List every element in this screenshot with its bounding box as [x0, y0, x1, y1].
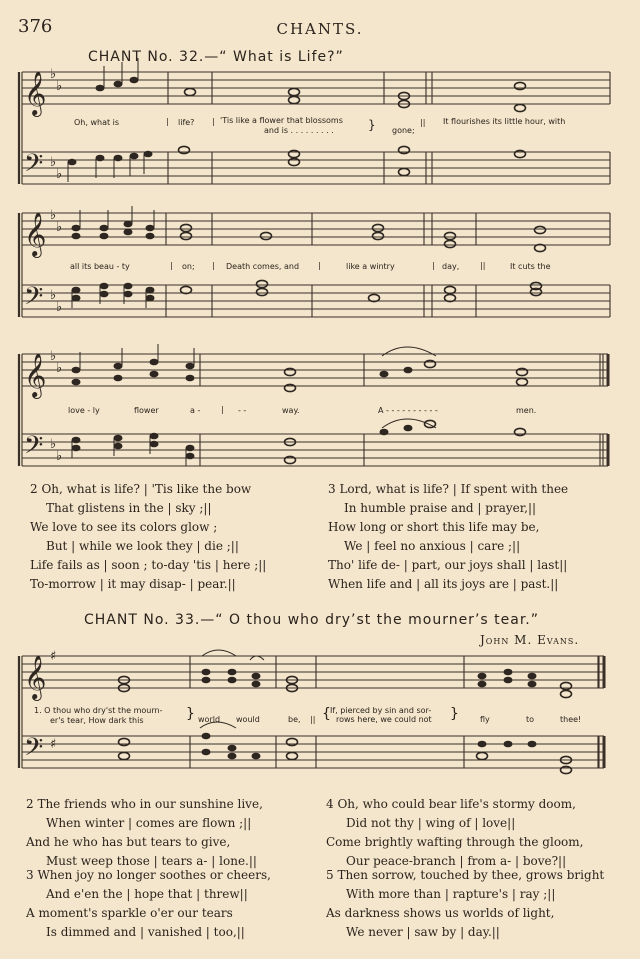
flat-sign: ♭	[56, 361, 63, 376]
lyric-c32-r2-6: like a wintry	[346, 262, 395, 271]
lyric-c32-r1-9: It flourishes its little hour, with	[443, 117, 566, 126]
note-head	[186, 445, 195, 452]
note-head	[561, 766, 572, 773]
lyric-c32-r2-9: ||	[480, 261, 486, 270]
flat-sign: ♭	[56, 449, 63, 464]
note-head	[72, 367, 81, 374]
lyric-c32-r2-3: |	[212, 261, 215, 270]
note-head	[289, 158, 300, 165]
verse-line: 5 Then sorrow, touched by thee, grows bright	[326, 868, 605, 882]
note-head	[130, 77, 139, 84]
lyric-c33-12: to	[526, 715, 535, 724]
note-head	[72, 379, 81, 386]
lyric-c32-r1-3: |	[212, 117, 215, 126]
chant-33-title: CHANT No. 33.—“ O thou who dry’st the mourner’s tear.”	[84, 612, 539, 628]
lyric-c32-r3-1: flower	[134, 406, 159, 415]
treble-clef: 𝄞	[24, 212, 47, 256]
verse-line: Must weep those | tears a- | lone.||	[46, 854, 257, 868]
note-head	[404, 367, 413, 374]
note-head	[146, 295, 155, 302]
flat-sign: ♭	[56, 167, 63, 182]
note-head	[96, 85, 105, 92]
bass-clef: 𝄢	[24, 431, 44, 466]
note-head	[445, 286, 456, 293]
lyric-c33-8: If, pierced by sin and sor-	[330, 706, 432, 715]
note-head	[114, 443, 123, 450]
note-head	[150, 359, 159, 366]
lyric-c33-6: ||	[310, 715, 316, 724]
verse-line: Life fails as | soon ; to-day 'tis | here ;||	[30, 558, 267, 572]
note-head	[114, 363, 123, 370]
lyric-c32-r1-1: |	[166, 117, 169, 126]
note-head	[228, 753, 237, 760]
note-head	[228, 677, 237, 684]
note-head	[478, 681, 487, 688]
note-head	[380, 371, 389, 378]
note-head	[72, 445, 81, 452]
verse-line: When life and | all its joys are | past.||	[328, 577, 559, 591]
lyric-c32-r2-0: all its beau - ty	[70, 262, 130, 271]
verse-c33-2	[26, 795, 263, 871]
note-head	[399, 168, 410, 175]
lyric-c32-r3-6: A - - - - - - - - - -	[378, 406, 438, 415]
note-head	[373, 224, 384, 231]
note-head	[119, 738, 130, 745]
note-head	[114, 375, 123, 382]
note-head	[186, 375, 195, 382]
note-head	[504, 677, 513, 684]
note-head	[517, 368, 528, 375]
note-head	[535, 226, 546, 233]
note-head	[287, 752, 298, 759]
lyric-c33-3: world	[198, 715, 221, 724]
lyric-c32-r1-8: ||	[420, 118, 426, 127]
running-title: CHANTS.	[276, 20, 364, 38]
lyric-c33-4: would	[236, 715, 260, 724]
verse-c32-2	[30, 480, 266, 594]
note-head	[114, 435, 123, 442]
note-head	[478, 741, 487, 748]
verse-line: To-morrow | it may disap- | pear.||	[30, 577, 236, 591]
lyric-c32-r1-6: }	[368, 118, 376, 132]
note-head	[252, 673, 261, 680]
note-head	[445, 232, 456, 239]
note-head	[130, 153, 139, 160]
verse-line: 3 Lord, what is life? | If spent with thee	[328, 482, 569, 496]
treble-clef: 𝄞	[24, 655, 47, 699]
note-head	[228, 745, 237, 752]
verse-line: As darkness shows us worlds of light,	[326, 906, 555, 920]
note-head	[285, 368, 296, 375]
verse-line: We love to see its colors glow ;	[30, 520, 218, 534]
lyric-c32-r2-7: |	[432, 261, 435, 270]
lyric-c33-1: er's tear, How dark this	[50, 716, 144, 725]
note-head	[285, 384, 296, 391]
lyric-c32-r3-5: way.	[282, 406, 300, 415]
note-head	[252, 681, 261, 688]
note-head	[404, 425, 413, 432]
lyric-c32-r3-3: |	[221, 405, 224, 414]
slur	[202, 650, 236, 656]
note-head	[96, 155, 105, 162]
note-head	[515, 104, 526, 111]
lyric-c32-r1-4: 'Tis like a flower that blossoms	[220, 116, 343, 125]
note-head	[289, 150, 300, 157]
note-head	[146, 287, 155, 294]
verse-line: We | feel no anxious | care ;||	[344, 539, 521, 553]
note-head	[202, 749, 211, 756]
flat-sign: ♭	[50, 437, 57, 452]
note-head	[146, 233, 155, 240]
note-head	[124, 283, 133, 290]
verse-line: A moment's sparkle o'er our tears	[26, 906, 233, 920]
bass-clef: 𝄢	[24, 149, 44, 184]
lyric-c32-r1-2: life?	[178, 118, 195, 127]
verse-c33-4	[326, 795, 583, 871]
flat-sign: ♭	[50, 67, 57, 82]
lyric-c33-7: {	[322, 706, 331, 722]
note-head	[150, 433, 159, 440]
note-head	[124, 221, 133, 228]
composer: John M. Evans.	[480, 633, 580, 647]
verse-line: But | while we look they | die ;||	[46, 539, 239, 553]
lyric-c33-2: }	[186, 706, 195, 722]
note-head	[72, 233, 81, 240]
note-head	[515, 428, 526, 435]
note-head	[124, 229, 133, 236]
note-head	[504, 669, 513, 676]
note-head	[72, 295, 81, 302]
note-head	[478, 673, 487, 680]
treble-clef: 𝄞	[24, 353, 47, 397]
note-head	[150, 441, 159, 448]
note-head	[114, 81, 123, 88]
note-head	[186, 363, 195, 370]
flat-sign: ♭	[56, 79, 63, 94]
note-head	[289, 88, 300, 95]
lyric-c33-9: rows here, we could not	[336, 715, 432, 724]
lyric-c33-13: thee!	[560, 715, 582, 724]
lyric-c32-r2-8: day,	[442, 262, 460, 271]
note-head	[504, 741, 513, 748]
flat-sign: ♭	[56, 300, 63, 315]
note-head	[528, 673, 537, 680]
note-head	[202, 677, 211, 684]
verse-line: And e'en the | hope that | threw||	[46, 887, 248, 901]
note-head	[369, 294, 380, 301]
note-head	[252, 753, 261, 760]
verse-line: In humble praise and | prayer,||	[344, 501, 537, 515]
lyric-c32-r3-4: - -	[238, 406, 247, 415]
lyric-c32-r2-5: |	[318, 261, 321, 270]
note-head	[181, 224, 192, 231]
note-head	[181, 232, 192, 239]
note-head	[515, 82, 526, 89]
verse-line: 2 Oh, what is life? | 'Tis like the bow	[30, 482, 252, 496]
note-head	[285, 456, 296, 463]
lyric-c32-r3-7: men.	[516, 406, 537, 415]
note-head	[535, 244, 546, 251]
note-head	[517, 378, 528, 385]
note-head	[202, 669, 211, 676]
note-head	[445, 240, 456, 247]
verse-line: When winter | comes are flown ;||	[46, 816, 252, 830]
lyric-c33-10: }	[450, 706, 459, 722]
verse-c32-3	[328, 480, 568, 594]
lyric-c32-r1-7: gone;	[392, 126, 415, 135]
sharp-sign: ♯	[50, 649, 57, 664]
note-head	[289, 96, 300, 103]
note-head	[100, 291, 109, 298]
verse-line: Come brightly wafting through the gloom,	[326, 835, 584, 849]
verse-line: And he who has but tears to give,	[26, 835, 231, 849]
verse-line: 3 When joy no longer soothes or cheers,	[26, 868, 271, 882]
note-head	[287, 738, 298, 745]
chant-32-title: CHANT No. 32.—“ What is Life?”	[88, 49, 344, 65]
flat-sign: ♭	[56, 220, 63, 235]
verse-line: 4 Oh, who could bear life's stormy doom,	[326, 797, 576, 811]
verse-line: 2 The friends who in our sunshine live,	[26, 797, 263, 811]
note-head	[100, 225, 109, 232]
slur	[250, 656, 264, 660]
note-head	[380, 429, 389, 436]
lyric-c32-r2-10: It cuts the	[510, 262, 551, 271]
note-head	[119, 752, 130, 759]
flat-sign: ♭	[50, 208, 57, 223]
lyric-c32-r2-1: |	[170, 261, 173, 270]
note-head	[261, 232, 272, 239]
verse-line: Did not thy | wing of | love||	[346, 816, 516, 830]
note-head	[561, 690, 572, 697]
verse-line: How long or short this life may be,	[328, 520, 540, 534]
note-head	[100, 283, 109, 290]
verse-line: With more than | rapture's | ray ;||	[346, 887, 556, 901]
note-head	[373, 232, 384, 239]
page-number: 376	[18, 16, 53, 37]
note-head	[144, 151, 153, 158]
verse-line: That glistens in the | sky ;||	[46, 501, 212, 515]
note-head	[228, 669, 237, 676]
lyric-c33-11: fly	[480, 715, 490, 724]
note-head	[425, 360, 436, 367]
note-head	[124, 291, 133, 298]
note-head	[114, 155, 123, 162]
note-head	[100, 233, 109, 240]
sharp-sign: ♯	[50, 737, 57, 752]
lyric-c33-5: be,	[288, 715, 301, 724]
note-head	[399, 146, 410, 153]
note-head	[68, 159, 77, 166]
slur	[382, 347, 436, 356]
lyric-c32-r2-4: Death comes, and	[226, 262, 300, 271]
note-head	[477, 752, 488, 759]
note-head	[72, 437, 81, 444]
lyric-c32-r1-0: Oh, what is	[74, 118, 120, 127]
bass-clef: 𝄢	[24, 282, 44, 317]
bass-clef: 𝄢	[24, 733, 44, 768]
flat-sign: ♭	[50, 155, 57, 170]
lyric-c32-r1-5: and is . . . . . . . . .	[264, 126, 334, 135]
note-head	[445, 294, 456, 301]
verse-c33-3	[26, 866, 271, 942]
lyric-c32-r3-0: love - ly	[68, 406, 100, 415]
note-head	[202, 733, 211, 740]
note-head	[528, 681, 537, 688]
lyric-c33-0: 1. O thou who dry'st the mourn-	[34, 706, 163, 715]
verse-line: Is dimmed and | vanished | too,||	[46, 925, 245, 939]
note-head	[186, 453, 195, 460]
verse-line: Tho' life de- | part, our joys shall | last||	[328, 558, 568, 572]
flat-sign: ♭	[50, 288, 57, 303]
note-head	[72, 225, 81, 232]
note-head	[150, 371, 159, 378]
verse-c33-5	[326, 866, 604, 942]
flat-sign: ♭	[50, 349, 57, 364]
treble-clef: 𝄞	[24, 71, 47, 115]
note-head	[515, 150, 526, 157]
note-head	[528, 741, 537, 748]
lyric-c32-r2-2: on;	[182, 262, 195, 271]
note-head	[185, 88, 196, 95]
note-head	[72, 287, 81, 294]
note-head	[257, 288, 268, 295]
verse-line: Our peace-branch | from a- | bove?||	[346, 854, 567, 868]
note-head	[257, 280, 268, 287]
verse-line: We never | saw by | day.||	[346, 925, 500, 939]
note-head	[561, 682, 572, 689]
note-head	[146, 225, 155, 232]
note-head	[179, 146, 190, 153]
note-head	[181, 286, 192, 293]
lyric-c32-r3-2: a -	[190, 406, 201, 415]
